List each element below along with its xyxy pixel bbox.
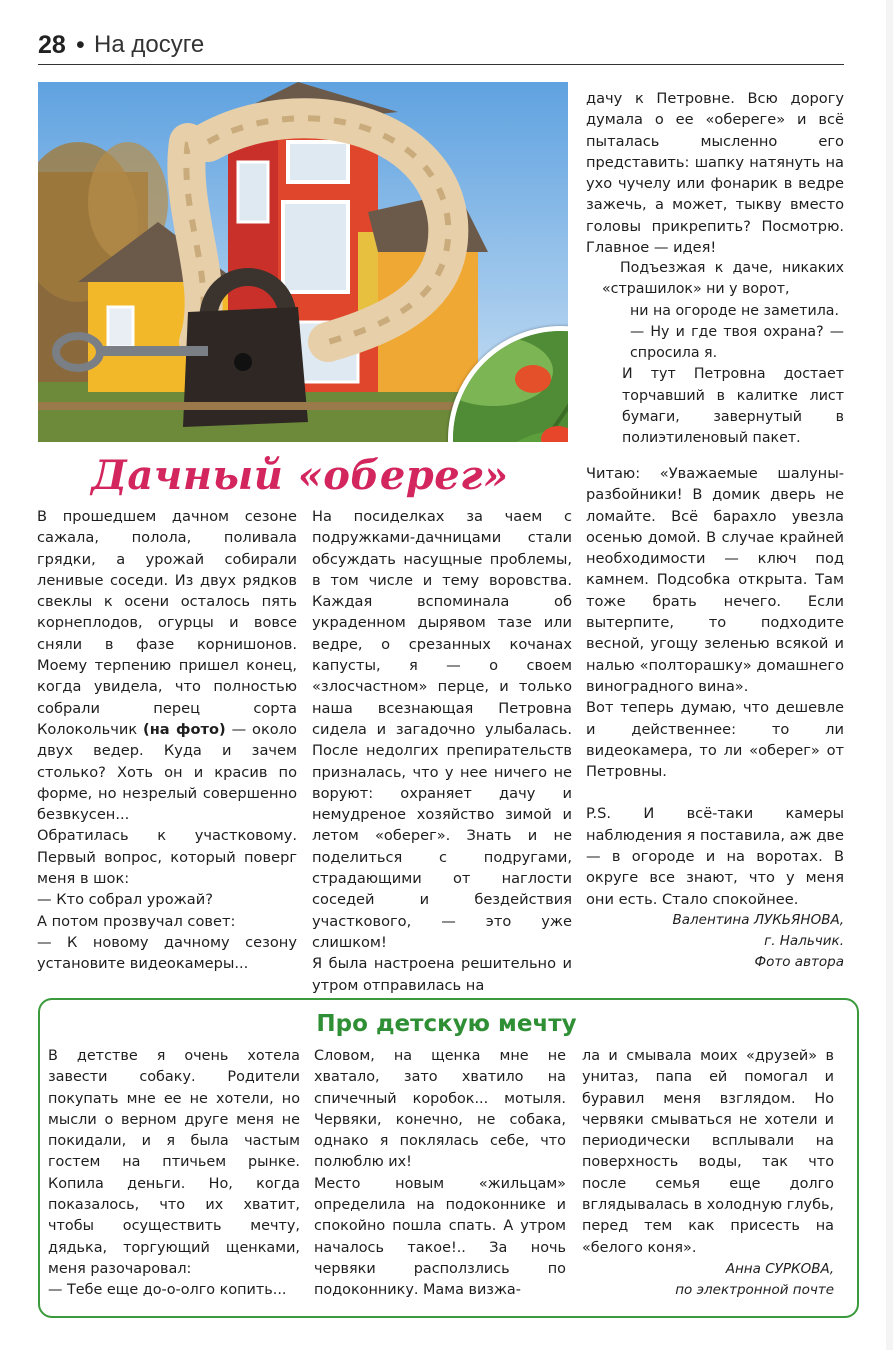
article-paragraph: ни на огороде не заметила. — [630, 302, 839, 319]
story-author-source: по электронной почте — [675, 1281, 834, 1298]
paragraph-gap — [586, 782, 844, 803]
article-paragraph: На посиделках за чаем с подружками-дачницами стали обсуждать насущные проблемы, в том числе и тему воровства. Каждая вспоминала об украденном дырявом тазе или ведре, о срезанных кочанах капусты, я — о своем «злосчастном» перце, и только наша всезнающая Петровна сидела и загадочно улыбалась. После недолгих препирательств призналась, что у нее ничего не воруют: охраняет дачу и немудреное хозяйство зимой и летом «оберег». Знать и не поделиться с подругами, страдающими от наглости соседей и бездействия участкового, — это уже слишком! — [312, 508, 572, 951]
author-city: г. Нальчик. — [764, 932, 844, 949]
page-edge — [886, 0, 893, 1350]
story-column-1 — [48, 1046, 300, 1302]
article-paragraph: И тут Петровна достает торчавший в калитке лист бумаги, завернутый в полиэтиленовый пакет. — [622, 366, 844, 447]
article-column-3-wrap — [602, 258, 844, 450]
section-title: На досуге — [94, 31, 205, 58]
story-paragraph: Словом, на щенка мне не хватало, зато хватило на спичечный коробок... мотыля. Червяки, конечно, не собака, однако я поклялась себе, что полюблю их! — [314, 1048, 566, 1171]
article-paragraph: Я была настроена решительно и утром отправилась на — [312, 955, 572, 994]
header-bullet: • — [76, 31, 85, 59]
story-column-2 — [314, 1046, 566, 1302]
story-author-name: Анна СУРКОВА, — [725, 1260, 834, 1277]
article-paragraph: P.S. И всё-таки камеры наблюдения я поставила, аж две — в огороде и на воротах. В округе все знают, что у меня они есть. Стало спокойнее. — [586, 805, 844, 908]
article-column-1 — [37, 506, 297, 975]
article-paragraph: Читаю: «Уважаемые шалуны-разбойники! В домик дверь не ломайте. Всё барахло увезла осенью домой. В случае крайней необходимости — ключ под камнем. Подсобка открыта. Там тоже брать нечего. Если вытерпите, то подходите весной, угощу зеленью всякой и налью «полторашку» домашнего виноградного вина». — [586, 465, 844, 695]
page-header — [38, 30, 844, 65]
article-paragraph: Подъезжая к даче, никаких «страшилок» ни у ворот, — [602, 260, 844, 298]
article-paragraph: Вот теперь думаю, что дешевле и действеннее: то ли видеокамера, то ли «оберег» от Петровны. — [586, 699, 844, 781]
article-paragraph: — Ну и где твоя охрана? — спросила я. — [630, 323, 844, 362]
article-title: Дачный «оберег» — [91, 452, 509, 499]
article-paragraph: Обратилась к участковому. Первый вопрос, который поверг меня в шок: — [37, 827, 297, 888]
photo-credit: Фото автора — [754, 953, 844, 970]
story-paragraph: Место новым «жильцам» определила на подоконнике и спокойно пошла спать. А утром началось такое!.. За ночь червяки расползлись по подоконнику. Мама визжа- — [314, 1175, 566, 1299]
article-paragraph: — Кто собрал урожай? — [37, 891, 213, 909]
article-paragraph: — К новому дачному сезону установите видеокамеры... — [37, 933, 297, 973]
article-column-2 — [312, 506, 572, 996]
article-paragraph: А потом прозвучал совет: — [37, 912, 236, 930]
page-number: 28 — [38, 31, 66, 59]
article-paragraph: дачу к Петровне. Всю дорогу думала о ее «обереге» и всё пыталась мысленно его представить: шапку натянуть на ухо чучелу или фонарик в ведре зажечь, а может, тыкву вместо головы прикрепить? Посмотрю. Главное — идея! — [586, 90, 844, 257]
story-title: Про детскую мечту — [316, 1011, 577, 1037]
story-paragraph: — Тебе еще до-о-олго копить... — [48, 1282, 287, 1299]
article-column-3-top — [586, 88, 844, 258]
story-paragraph: ла и смывала моих «друзей» в унитаз, папа ей помогал и буравил меня взглядом. Но червяки смываться не хотели и периодически всплывали на поверхность воды, так что после семья еще долго вглядывалась в холодную глубь, перед тем как присесть на «белого коня». — [582, 1048, 834, 1256]
article-paragraph — [37, 506, 297, 825]
story-column-3 — [582, 1046, 834, 1301]
article-text: — около двух ведер. Куда и зачем столько? Хоть он и красив по форме, но незрелый совершенно безвкусен... — [37, 720, 297, 824]
article-column-3-bottom — [586, 463, 844, 973]
main-photo — [38, 82, 568, 442]
author-name: Валентина ЛУКЬЯНОВА, — [672, 911, 844, 928]
story-paragraph: В детстве я очень хотела завести собаку. Родители покупать мне ее не хотели, но мысли о верном друге меня не покидали, и я была частым гостем на птичьем рынке. Копила деньги. Но, когда показалось, что их хватит, чтобы осуществить мечту, дядька, торгующий щенками, меня разочаровал: — [48, 1048, 300, 1277]
article-text: В прошедшем дачном сезоне сажала, полола, поливала грядки, а урожай собирали ленивые соседи. Из двух рядков свеклы к осени осталось пять корнеплодов, огурцы и вовсе сняли в фазе корнишонов. Моему терпению пришел конец, когда увидела, что полностью собрали перец сорта Колокольчик — [37, 508, 297, 738]
photo-reference: (на фото) — [143, 720, 226, 738]
